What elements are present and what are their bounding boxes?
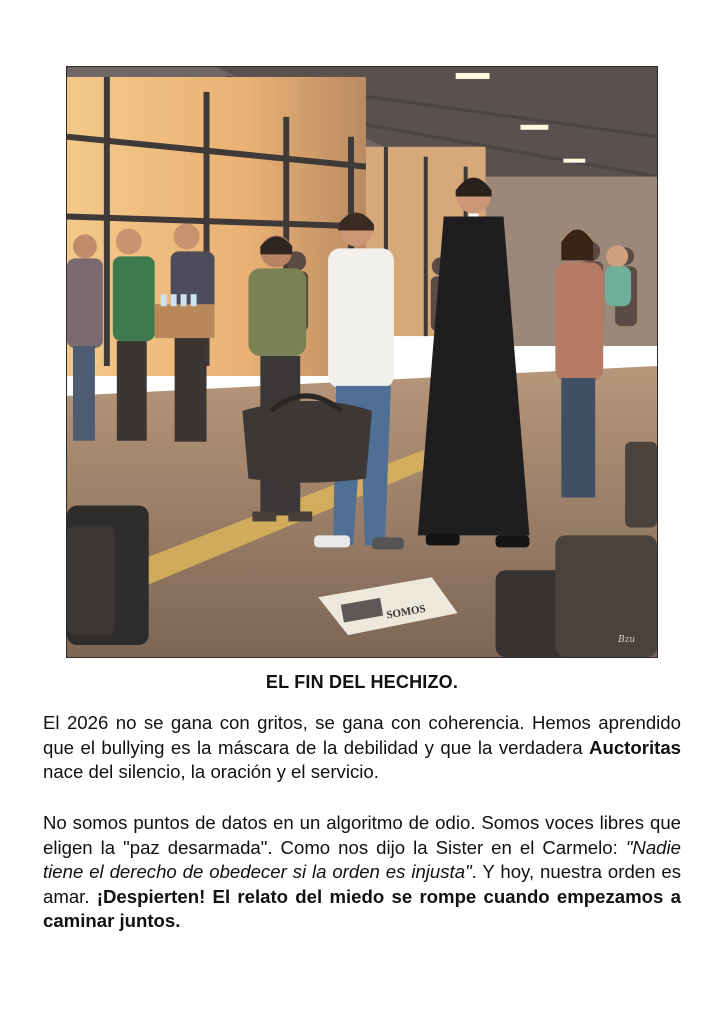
newspaper-headline: SOMOS	[385, 602, 427, 622]
paragraph-2	[43, 811, 681, 934]
paragraph-1-text-b: nace del silencio, la oración y el servicio.	[43, 761, 379, 782]
paragraph-2-bold: ¡Despierten! El relato del miedo se rompe cuando empezamos a caminar juntos.	[43, 885, 681, 931]
paragraph-2-text-a: No somos puntos de datos en un algoritmo de odio. Somos voces libres que eligen la "paz desarmada". Como nos dijo la Sister en el Carmelo:	[43, 812, 681, 858]
artist-signature: Bzu	[618, 635, 636, 646]
paragraph-1	[43, 711, 681, 785]
paragraph-2-text-b: . Y hoy, nuestra orden es amar.	[43, 861, 682, 907]
page-title: EL FIN DEL HECHIZO.	[265, 672, 459, 692]
paragraph-1-bold: Auctoritas	[589, 736, 681, 758]
paragraph-2-quote: "Nadie tiene el derecho de obedecer si la orden es injusta"	[43, 836, 681, 882]
cover-illustration	[66, 66, 658, 658]
paragraph-1-text-a: El 2026 no se gana con gritos, se gana con coherencia. Hemos aprendido que el bullying es la máscara de la debilidad y que la verdadera	[43, 712, 681, 758]
